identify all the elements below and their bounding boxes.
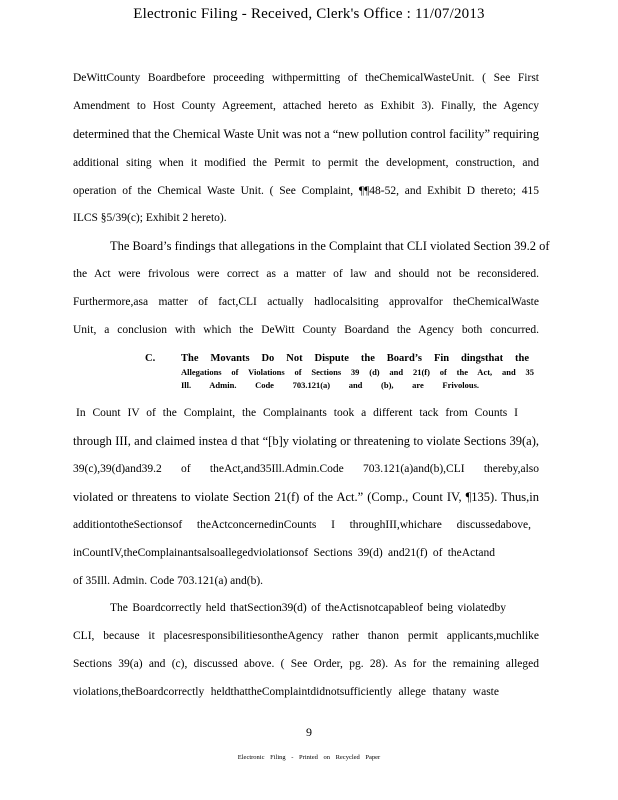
- section-letter: C.: [145, 353, 156, 364]
- paragraph-3-line: violated or threatens to violate Section 21(f) of the Act.” (Comp., Count IV, ¶135). Thus,in: [73, 490, 539, 504]
- paragraph-3-line: inCountIV,theComplainantsalsoallegedviolationsof Sections 39(d) and21(f) of theActand: [73, 547, 495, 559]
- paragraph-2-line: The Board’s findings that allegations in the Complaint that CLI violated Section 39.2 of: [110, 239, 550, 253]
- paragraph-1-line: ILCS §5/39(c); Exhibit 2 hereto).: [73, 212, 227, 224]
- paragraph-4-line: violations,theBoardcorrectly heldthattheComplaintdidnotsufficiently allege thatany waste: [73, 686, 499, 698]
- paragraph-4-line: Sections 39(a) and (c), discussed above. ( See Order, pg. 28). As for the remaining alleged: [73, 658, 539, 670]
- paragraph-1-line: DeWittCounty Boardbefore proceeding withpermitting of theChemicalWasteUnit. ( See First: [73, 72, 539, 84]
- paragraph-4-line: The Boardcorrectly held thatSection39(d) of theActisnotcapableof being violatedby: [110, 602, 506, 614]
- section-heading-line: Allegations of Violations of Sections 39 (d) and 21(f) of the Act, and 35: [181, 367, 534, 377]
- section-heading-line: Ill. Admin. Code 703.121(a) and (b), are Frivolous.: [181, 380, 479, 390]
- paragraph-1-line: additional siting when it modified the Permit to permit the development, construction, and: [73, 157, 539, 169]
- page-number: 9: [306, 725, 312, 739]
- page-header: Electronic Filing - Received, Clerk's Office : 11/07/2013: [133, 6, 485, 22]
- paragraph-1-line: operation of the Chemical Waste Unit. ( See Complaint, ¶¶48-52, and Exhibit D thereto; 415: [73, 185, 539, 197]
- paragraph-1-line: Amendment to Host County Agreement, attached hereto as Exhibit 3). Finally, the Agency: [73, 100, 539, 112]
- paragraph-2-line: Unit, a conclusion with which the DeWitt County Boardand the Agency both concurred.: [73, 324, 539, 336]
- paragraph-3-line: In Count IV of the Complaint, the Complainants took a different tack from Counts I: [76, 407, 518, 419]
- paragraph-3-line: of 35Ill. Admin. Code 703.121(a) and(b).: [73, 575, 264, 587]
- section-heading-line: The Movants Do Not Dispute the Board’s Fin dingsthat the: [181, 353, 529, 364]
- paragraph-1-line: determined that the Chemical Waste Unit was not a “new pollution control facility” requiring: [73, 127, 539, 141]
- paragraph-3-line: additiontotheSectionsof theActconcernedinCounts I throughIII,whichare discussedabove,: [73, 519, 531, 531]
- paragraph-4-line: CLI, because it placesresponsibilitiesontheAgency rather thanon permit applicants,muchlike: [73, 630, 539, 642]
- paragraph-3-line: 39(c),39(d)and39.2 of theAct,and35Ill.Admin.Code 703.121(a)and(b),CLI thereby,also: [73, 463, 539, 475]
- paragraph-2-line: the Act were frivolous were correct as a matter of law and should not be reconsidered.: [73, 268, 539, 280]
- page-footer: Electronic Filing - Printed on Recycled Paper: [237, 754, 381, 761]
- paragraph-3-line: through III, and claimed instea d that “[b]y violating or threatening to violate Sections 39(a),: [73, 434, 539, 448]
- paragraph-2-line: Furthermore,asa matter of fact,CLI actually hadlocalsiting approvalfor theChemicalWaste: [73, 296, 539, 308]
